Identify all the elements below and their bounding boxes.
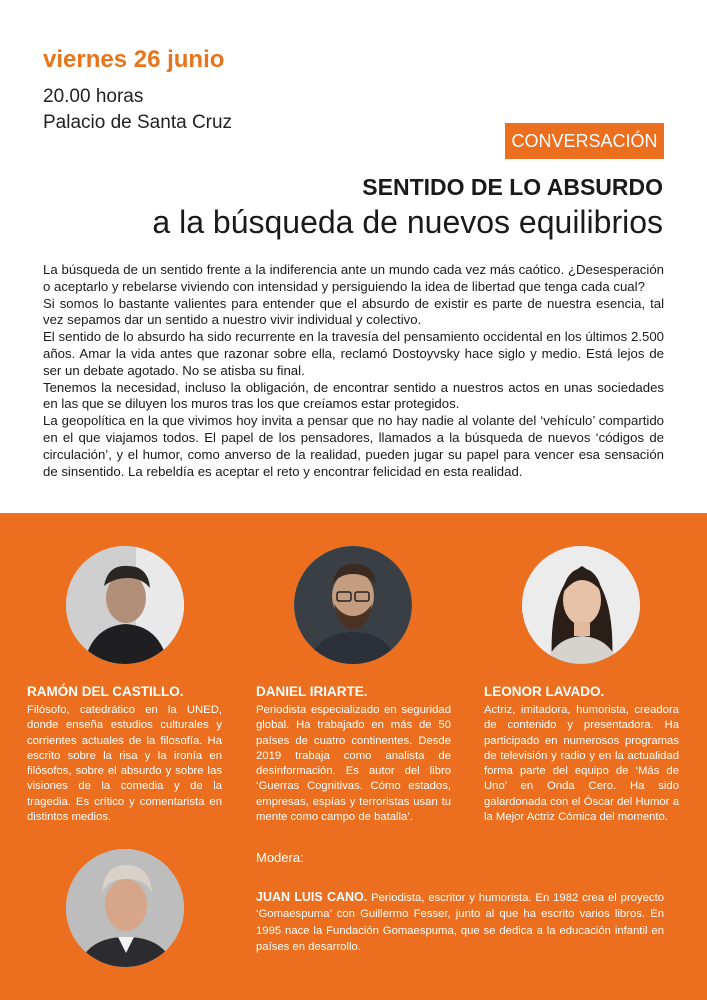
portrait-image xyxy=(66,849,184,967)
speaker-name: LEONOR LAVADO. xyxy=(484,684,605,699)
moderator-label: Modera: xyxy=(256,850,304,865)
moderator-name: JUAN LUIS CANO. xyxy=(256,890,368,904)
page-title: SENTIDO DE LO ABSURDO xyxy=(362,174,663,200)
portrait-image xyxy=(66,546,184,664)
moderator-photo xyxy=(66,849,184,967)
description xyxy=(43,262,664,480)
speaker-name: RAMÓN DEL CASTILLO. xyxy=(27,684,184,699)
description-paragraph: La búsqueda de un sentido frente a la indiferencia ante un mundo cada vez más caótico. ¿Desesperación o aceptarlo y rebelarse viviendo con intensidad y persiguiendo la idea de libertad que tenga cada cual? xyxy=(43,262,664,294)
description-paragraph: Tenemos la necesidad, incluso la obligación, de encontrar sentido a nuestros actos en unas sociedades en las que se diluyen los muros tras los que creíamos estar protegidos. xyxy=(43,379,664,412)
description-paragraph: El sentido de lo absurdo ha sido recurrente en la travesía del pensamiento occidental en los últimos 2.500 años. Amar la vida antes que razonar sobre ella, reclamó Dostoyvsky hace siglo y medio. Está lejos de ser un debate agotado. No se atisba su final. xyxy=(43,329,664,378)
event-date: viernes 26 junio xyxy=(43,46,225,73)
speaker-photo-lavado xyxy=(522,546,640,664)
event-place: Palacio de Santa Cruz xyxy=(43,112,233,133)
speaker-photo-castillo xyxy=(66,546,184,664)
speaker-bio: Filósofo, catedrático en la UNED, donde enseña estudios culturales y corrientes actuales de la filosofía. Ha escrito sobre la risa y la ironía en filósofos, sobre el absurdo y sobre las visiones de la comedia y de la tragedia. Es crítico y comentarista en distintos medios. xyxy=(27,704,222,824)
page-subtitle: a la búsqueda de nuevos equilibrios xyxy=(152,204,663,240)
moderator-description xyxy=(256,889,664,955)
speaker-bio: Actriz, imitadora, humorista, creadora de contenido y presentadora. Ha participado en numerosos programas de televisión y radio y en la actualidad forma parte del equipo de ‘Más de Uno’ en Onda Cero. Ha sido galardonada con el Óscar del Humor a la Mejor Actriz Cómica del momento. xyxy=(484,704,679,824)
portrait-image xyxy=(522,546,640,664)
description-paragraph: Si somos lo bastante valientes para entender que el absurdo de existir es parte de nuestra esencia, tal vez sepamos dar un sentido a nuestro vivir individual y colectivo. xyxy=(43,295,664,328)
category-tag: CONVERSACIÓN xyxy=(505,123,664,159)
moderator-bio: Periodista, escritor y humorista. En 1982 crea el proyecto ‘Gomaespuma’ con Guillermo Fesser, junto al que ha escrito varios libros. En 1995 nace la Fundación Gomaespuma, que se dedica a la educación infantil en países en desarrollo. xyxy=(256,892,665,953)
speaker-photo-iriarte xyxy=(294,546,412,664)
description-paragraph: La geopolítica en la que vivimos hoy invita a pensar que no hay nadie al volante del ‘vehículo’ compartido en el que viajamos todos. El papel de los pensadores, llamados a la búsqueda de nuevos ‘códigos de circulación’, y el humor, como anverso de la realidad, pueden jugar su papel para vencer esa sensación de sinsentido. La rebeldía es aceptar el reto y encontrar felicidad en esta realidad. xyxy=(43,413,664,479)
speaker-name: DANIEL IRIARTE. xyxy=(256,684,368,699)
speaker-bio: Periodista especializado en seguridad global. Ha trabajado en más de 50 países de cuatro continentes. Desde 2019 trabaja como analista de desinformación. Es autor del libro ‘Guerras Cognitivas. Cómo estados, empresas, espías y terroristas usan tu mente como campo de batalla’. xyxy=(256,704,451,824)
portrait-image xyxy=(294,546,412,664)
event-time: 20.00 horas xyxy=(43,86,144,107)
